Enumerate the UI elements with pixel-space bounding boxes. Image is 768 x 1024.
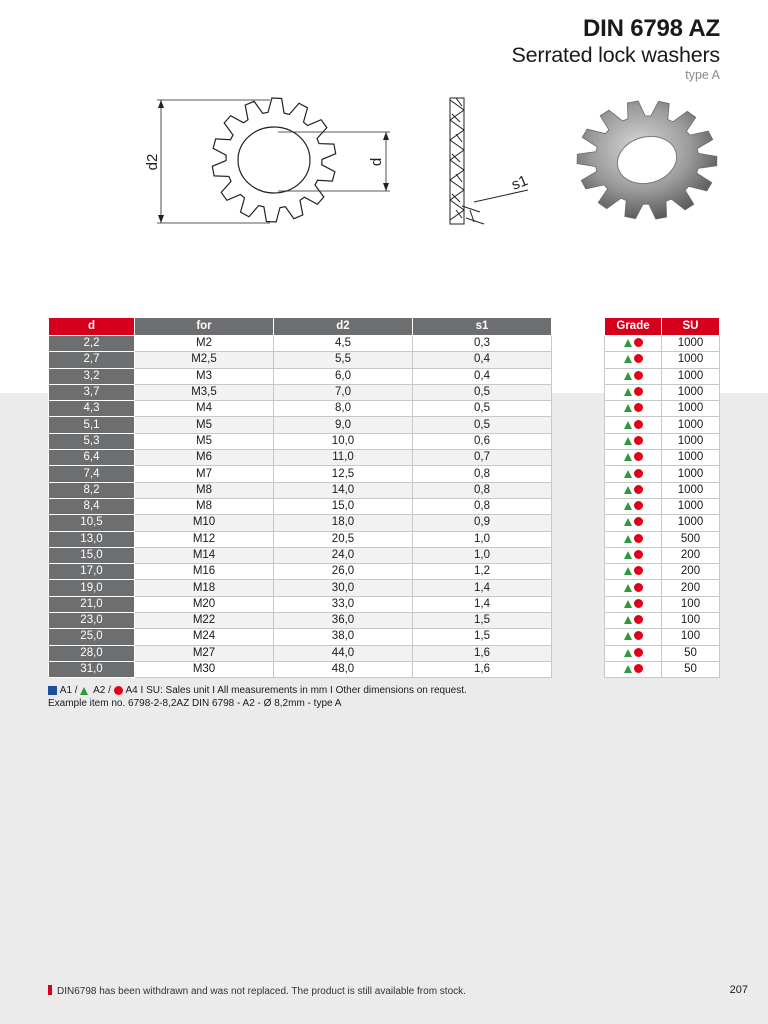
cell-grade bbox=[605, 368, 662, 384]
cell-s1: 1,5 bbox=[413, 613, 552, 629]
cell-d2: 12,5 bbox=[274, 466, 413, 482]
cell-d2: 38,0 bbox=[274, 629, 413, 645]
grade-row bbox=[605, 368, 720, 384]
cell-su: 1000 bbox=[662, 466, 720, 482]
cell-su: 50 bbox=[662, 645, 720, 661]
grade-row bbox=[605, 515, 720, 531]
grade-row bbox=[605, 531, 720, 547]
dot-red-icon bbox=[634, 664, 643, 673]
product-photo bbox=[577, 101, 717, 219]
table-row bbox=[49, 645, 552, 661]
cell-d: 3,2 bbox=[49, 368, 135, 384]
cell-su: 1000 bbox=[662, 352, 720, 368]
legend-a1: A1 bbox=[59, 685, 73, 696]
dot-red-icon bbox=[634, 485, 643, 494]
cell-for: M3 bbox=[135, 368, 274, 384]
triangle-green-icon bbox=[624, 584, 632, 592]
table-row bbox=[49, 417, 552, 433]
grade-row bbox=[605, 401, 720, 417]
cell-s1: 1,6 bbox=[413, 645, 552, 661]
cell-su: 1000 bbox=[662, 401, 720, 417]
cell-for: M8 bbox=[135, 498, 274, 514]
cell-d: 7,4 bbox=[49, 466, 135, 482]
grade-row bbox=[605, 336, 720, 352]
cell-s1: 1,6 bbox=[413, 661, 552, 677]
cell-s1: 0,4 bbox=[413, 368, 552, 384]
cell-grade bbox=[605, 466, 662, 482]
table-row bbox=[49, 368, 552, 384]
cell-d2: 20,5 bbox=[274, 531, 413, 547]
cell-for: M14 bbox=[135, 547, 274, 563]
cell-for: M4 bbox=[135, 401, 274, 417]
table-row bbox=[49, 482, 552, 498]
triangle-green-icon bbox=[624, 355, 632, 363]
cell-d: 2,7 bbox=[49, 352, 135, 368]
table-row bbox=[49, 466, 552, 482]
cell-s1: 0,8 bbox=[413, 466, 552, 482]
cell-d: 23,0 bbox=[49, 613, 135, 629]
cell-d2: 10,0 bbox=[274, 433, 413, 449]
cell-d: 3,7 bbox=[49, 384, 135, 400]
cell-d2: 5,5 bbox=[274, 352, 413, 368]
page-subtitle: Serrated lock washers bbox=[511, 43, 720, 67]
grade-row bbox=[605, 629, 720, 645]
triangle-green-icon bbox=[624, 665, 632, 673]
cell-for: M8 bbox=[135, 482, 274, 498]
cell-d: 31,0 bbox=[49, 661, 135, 677]
cell-s1: 0,4 bbox=[413, 352, 552, 368]
col-header-grade: Grade bbox=[605, 318, 662, 336]
dot-red-icon bbox=[634, 420, 643, 429]
triangle-green-icon bbox=[624, 632, 632, 640]
cell-grade bbox=[605, 433, 662, 449]
cell-su: 1000 bbox=[662, 336, 720, 352]
cell-grade bbox=[605, 352, 662, 368]
cell-for: M5 bbox=[135, 417, 274, 433]
cell-grade bbox=[605, 384, 662, 400]
cell-d2: 4,5 bbox=[274, 336, 413, 352]
s1-label: s1 bbox=[509, 172, 531, 194]
red-bar-icon bbox=[48, 985, 52, 995]
table-row bbox=[49, 564, 552, 580]
dot-red-icon bbox=[634, 631, 643, 640]
cell-su: 100 bbox=[662, 613, 720, 629]
table-row bbox=[49, 613, 552, 629]
cell-d2: 15,0 bbox=[274, 498, 413, 514]
triangle-green-icon bbox=[624, 616, 632, 624]
table-row bbox=[49, 401, 552, 417]
cell-for: M16 bbox=[135, 564, 274, 580]
grade-header-row bbox=[605, 318, 720, 336]
cell-d2: 33,0 bbox=[274, 596, 413, 612]
cell-for: M18 bbox=[135, 580, 274, 596]
triangle-green-icon bbox=[624, 470, 632, 478]
grade-row bbox=[605, 433, 720, 449]
triangle-green-icon bbox=[624, 518, 632, 526]
cell-su: 1000 bbox=[662, 515, 720, 531]
dot-red-icon bbox=[634, 452, 643, 461]
grade-row bbox=[605, 645, 720, 661]
triangle-green-icon bbox=[624, 486, 632, 494]
footer-text: DIN6798 has been withdrawn and was not replaced. The product is still available from stock. bbox=[57, 986, 466, 997]
grade-table bbox=[604, 317, 720, 678]
grade-row bbox=[605, 482, 720, 498]
grade-row bbox=[605, 564, 720, 580]
legend-a4: A4 bbox=[125, 685, 138, 696]
legend bbox=[48, 684, 467, 710]
grade-row bbox=[605, 596, 720, 612]
cell-d2: 18,0 bbox=[274, 515, 413, 531]
cell-s1: 0,8 bbox=[413, 498, 552, 514]
cell-d: 5,1 bbox=[49, 417, 135, 433]
cell-grade bbox=[605, 417, 662, 433]
cell-d: 4,3 bbox=[49, 401, 135, 417]
cell-d: 8,4 bbox=[49, 498, 135, 514]
cell-d: 25,0 bbox=[49, 629, 135, 645]
col-header-for: for bbox=[135, 318, 274, 336]
a1-square-icon bbox=[48, 686, 57, 695]
cell-grade bbox=[605, 482, 662, 498]
cell-d: 6,4 bbox=[49, 450, 135, 466]
cell-grade bbox=[605, 531, 662, 547]
cell-d: 19,0 bbox=[49, 580, 135, 596]
cell-s1: 1,4 bbox=[413, 580, 552, 596]
grade-row bbox=[605, 450, 720, 466]
grade-row bbox=[605, 547, 720, 563]
cell-for: M30 bbox=[135, 661, 274, 677]
front-view-drawing bbox=[144, 98, 390, 223]
grade-row bbox=[605, 580, 720, 596]
cell-grade bbox=[605, 401, 662, 417]
cell-grade bbox=[605, 596, 662, 612]
col-header-d: d bbox=[49, 318, 135, 336]
cell-d2: 11,0 bbox=[274, 450, 413, 466]
triangle-green-icon bbox=[624, 372, 632, 380]
cell-su: 200 bbox=[662, 547, 720, 563]
cell-d: 15,0 bbox=[49, 547, 135, 563]
cell-for: M3,5 bbox=[135, 384, 274, 400]
cell-grade bbox=[605, 564, 662, 580]
table-row bbox=[49, 352, 552, 368]
table-row bbox=[49, 450, 552, 466]
footer-note bbox=[48, 985, 466, 997]
triangle-green-icon bbox=[624, 437, 632, 445]
d2-label: d2 bbox=[144, 153, 161, 171]
cell-for: M27 bbox=[135, 645, 274, 661]
cell-d2: 7,0 bbox=[274, 384, 413, 400]
cell-d: 8,2 bbox=[49, 482, 135, 498]
cell-s1: 0,5 bbox=[413, 417, 552, 433]
cell-s1: 1,0 bbox=[413, 547, 552, 563]
legend-a2: A2 bbox=[93, 685, 106, 696]
cell-s1: 0,9 bbox=[413, 515, 552, 531]
dot-red-icon bbox=[634, 387, 643, 396]
triangle-green-icon bbox=[624, 339, 632, 347]
dot-red-icon bbox=[634, 599, 643, 608]
dot-red-icon bbox=[634, 469, 643, 478]
cell-for: M5 bbox=[135, 433, 274, 449]
col-header-su: SU bbox=[662, 318, 720, 336]
dot-red-icon bbox=[634, 615, 643, 624]
cell-d2: 30,0 bbox=[274, 580, 413, 596]
cell-su: 1000 bbox=[662, 482, 720, 498]
triangle-green-icon bbox=[624, 388, 632, 396]
cell-su: 100 bbox=[662, 629, 720, 645]
table-row bbox=[49, 547, 552, 563]
col-header-d2: d2 bbox=[274, 318, 413, 336]
table-row bbox=[49, 629, 552, 645]
a2-triangle-icon bbox=[80, 687, 88, 695]
cell-s1: 0,7 bbox=[413, 450, 552, 466]
grade-row bbox=[605, 466, 720, 482]
grade-row bbox=[605, 661, 720, 677]
cell-su: 1000 bbox=[662, 450, 720, 466]
dot-red-icon bbox=[634, 550, 643, 559]
cell-su: 1000 bbox=[662, 433, 720, 449]
triangle-green-icon bbox=[624, 600, 632, 608]
triangle-green-icon bbox=[624, 649, 632, 657]
dot-red-icon bbox=[634, 534, 643, 543]
cell-su: 1000 bbox=[662, 498, 720, 514]
dot-red-icon bbox=[634, 436, 643, 445]
cell-grade bbox=[605, 645, 662, 661]
cell-s1: 0,6 bbox=[413, 433, 552, 449]
cell-for: M22 bbox=[135, 613, 274, 629]
table-header-row bbox=[49, 318, 552, 336]
cell-s1: 1,0 bbox=[413, 531, 552, 547]
grade-row bbox=[605, 352, 720, 368]
cell-d2: 24,0 bbox=[274, 547, 413, 563]
cell-for: M12 bbox=[135, 531, 274, 547]
cell-for: M24 bbox=[135, 629, 274, 645]
cell-grade bbox=[605, 613, 662, 629]
cell-su: 200 bbox=[662, 564, 720, 580]
dot-red-icon bbox=[634, 371, 643, 380]
dot-red-icon bbox=[634, 648, 643, 657]
page-number: 207 bbox=[729, 984, 748, 996]
cell-d: 21,0 bbox=[49, 596, 135, 612]
d-label: d bbox=[368, 157, 385, 167]
page-header bbox=[511, 16, 720, 82]
cell-d2: 14,0 bbox=[274, 482, 413, 498]
cell-su: 1000 bbox=[662, 417, 720, 433]
cell-grade bbox=[605, 515, 662, 531]
cell-su: 1000 bbox=[662, 368, 720, 384]
dimensions-table bbox=[48, 317, 552, 678]
side-view-drawing bbox=[450, 98, 530, 224]
cell-d2: 48,0 bbox=[274, 661, 413, 677]
cell-su: 100 bbox=[662, 596, 720, 612]
cell-for: M10 bbox=[135, 515, 274, 531]
cell-d: 13,0 bbox=[49, 531, 135, 547]
triangle-green-icon bbox=[624, 502, 632, 510]
grade-row bbox=[605, 498, 720, 514]
cell-grade bbox=[605, 498, 662, 514]
cell-d: 2,2 bbox=[49, 336, 135, 352]
cell-d2: 8,0 bbox=[274, 401, 413, 417]
cell-s1: 0,3 bbox=[413, 336, 552, 352]
table-row bbox=[49, 580, 552, 596]
cell-d2: 9,0 bbox=[274, 417, 413, 433]
cell-grade bbox=[605, 580, 662, 596]
table-row bbox=[49, 596, 552, 612]
cell-d2: 36,0 bbox=[274, 613, 413, 629]
cell-grade bbox=[605, 629, 662, 645]
cell-grade bbox=[605, 450, 662, 466]
grade-row bbox=[605, 613, 720, 629]
cell-for: M6 bbox=[135, 450, 274, 466]
cell-su: 1000 bbox=[662, 384, 720, 400]
example-item: Example item no. 6798-2-8,2AZ DIN 6798 - A2 - Ø 8,2mm - type A bbox=[48, 698, 342, 710]
cell-grade bbox=[605, 336, 662, 352]
cell-d2: 44,0 bbox=[274, 645, 413, 661]
cell-s1: 0,5 bbox=[413, 384, 552, 400]
table-row bbox=[49, 661, 552, 677]
cell-for: M2,5 bbox=[135, 352, 274, 368]
cell-d2: 6,0 bbox=[274, 368, 413, 384]
cell-s1: 1,4 bbox=[413, 596, 552, 612]
cell-d: 5,3 bbox=[49, 433, 135, 449]
cell-s1: 1,2 bbox=[413, 564, 552, 580]
grade-row bbox=[605, 417, 720, 433]
dot-red-icon bbox=[634, 583, 643, 592]
col-header-s1: s1 bbox=[413, 318, 552, 336]
table-row bbox=[49, 433, 552, 449]
triangle-green-icon bbox=[624, 421, 632, 429]
legend-sep: / bbox=[108, 685, 111, 696]
legend-line bbox=[48, 684, 467, 697]
grade-row bbox=[605, 384, 720, 400]
cell-grade bbox=[605, 547, 662, 563]
legend-text: I SU: Sales unit I All measurements in mm I Other dimensions on request. bbox=[140, 685, 467, 696]
page-title: DIN 6798 AZ bbox=[583, 15, 720, 42]
cell-for: M20 bbox=[135, 596, 274, 612]
cell-s1: 0,8 bbox=[413, 482, 552, 498]
triangle-green-icon bbox=[624, 567, 632, 575]
legend-sep: / bbox=[74, 685, 78, 696]
table-row bbox=[49, 515, 552, 531]
table-row bbox=[49, 336, 552, 352]
cell-grade bbox=[605, 661, 662, 677]
a4-dot-icon bbox=[114, 686, 123, 695]
table-row bbox=[49, 531, 552, 547]
dot-red-icon bbox=[634, 566, 643, 575]
type-label: type A bbox=[685, 68, 720, 82]
table-row bbox=[49, 498, 552, 514]
dot-red-icon bbox=[634, 501, 643, 510]
cell-for: M7 bbox=[135, 466, 274, 482]
cell-s1: 1,5 bbox=[413, 629, 552, 645]
cell-su: 200 bbox=[662, 580, 720, 596]
triangle-green-icon bbox=[624, 453, 632, 461]
cell-d2: 26,0 bbox=[274, 564, 413, 580]
dot-red-icon bbox=[634, 354, 643, 363]
cell-for: M2 bbox=[135, 336, 274, 352]
cell-d: 10,5 bbox=[49, 515, 135, 531]
triangle-green-icon bbox=[624, 551, 632, 559]
cell-su: 500 bbox=[662, 531, 720, 547]
dot-red-icon bbox=[634, 517, 643, 526]
triangle-green-icon bbox=[624, 535, 632, 543]
table-row bbox=[49, 384, 552, 400]
cell-su: 50 bbox=[662, 661, 720, 677]
cell-d: 28,0 bbox=[49, 645, 135, 661]
dot-red-icon bbox=[634, 338, 643, 347]
cell-s1: 0,5 bbox=[413, 401, 552, 417]
triangle-green-icon bbox=[624, 404, 632, 412]
technical-drawings bbox=[0, 88, 768, 248]
cell-d: 17,0 bbox=[49, 564, 135, 580]
dot-red-icon bbox=[634, 403, 643, 412]
